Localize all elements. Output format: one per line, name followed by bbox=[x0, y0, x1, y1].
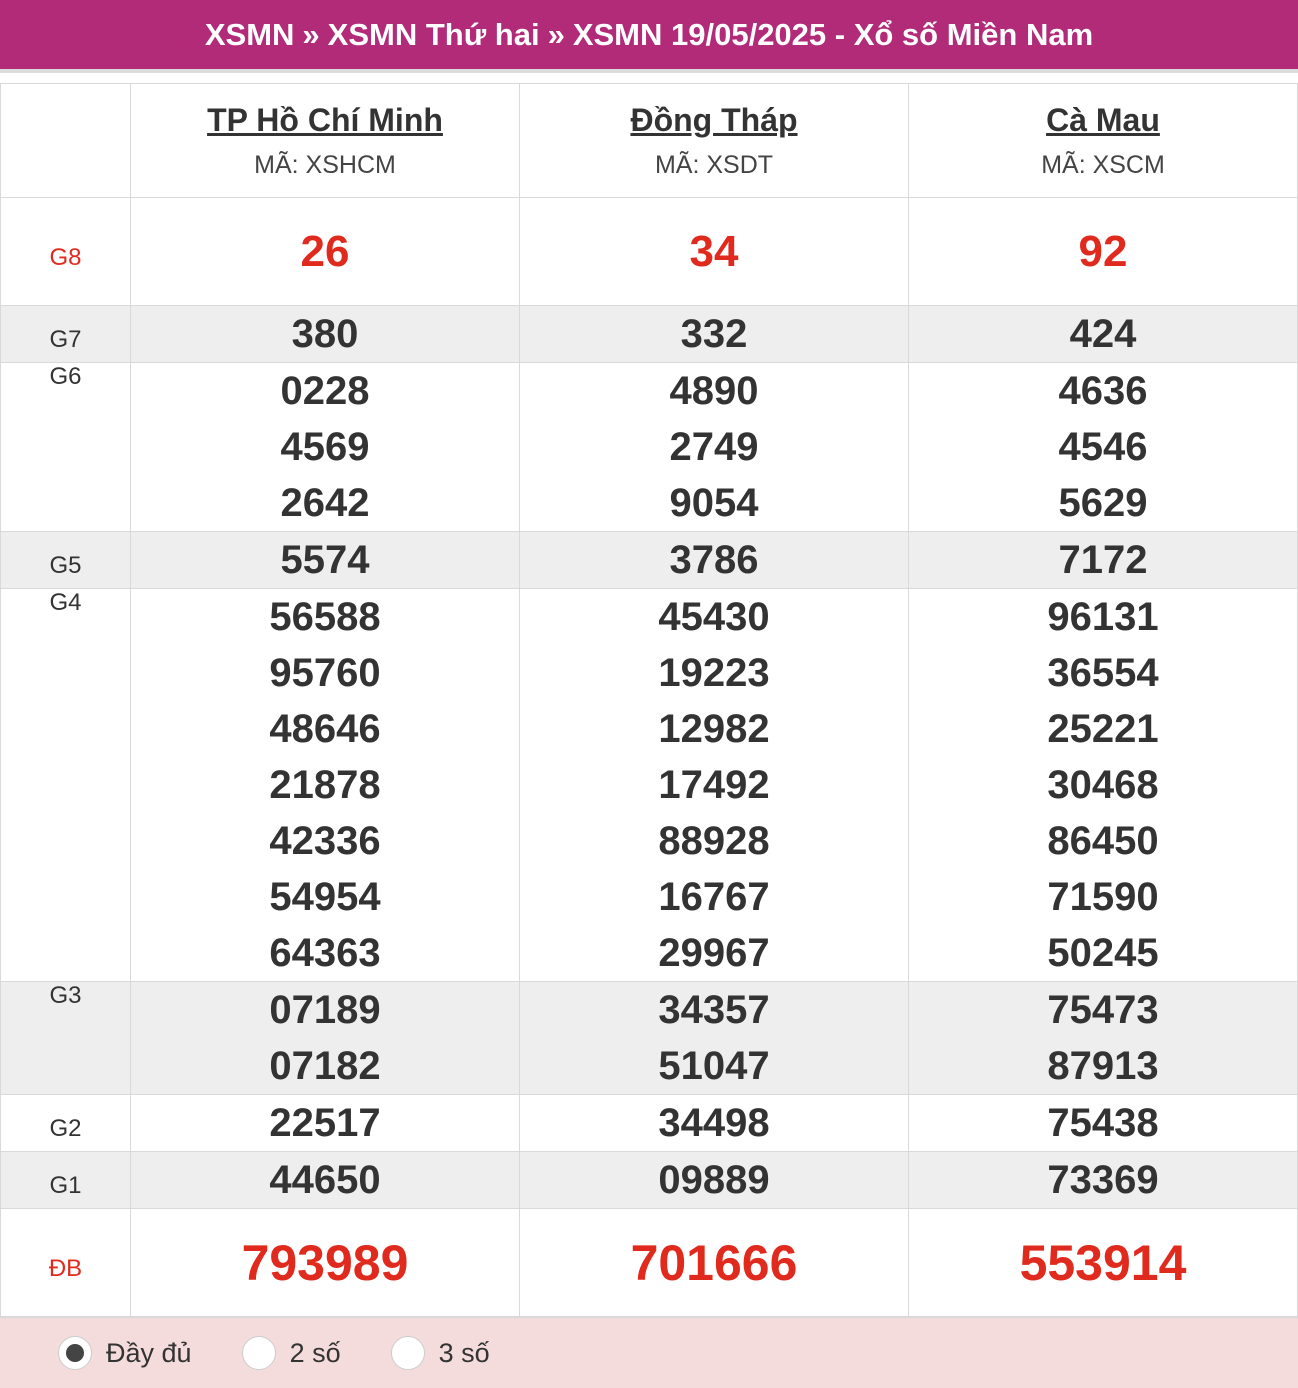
province-header-row bbox=[1, 84, 1298, 198]
option-full[interactable] bbox=[58, 1336, 192, 1370]
prize-cell bbox=[520, 532, 909, 589]
prize-label: G3 bbox=[1, 982, 131, 1095]
prize-number: 701666 bbox=[630, 1234, 798, 1291]
prize-cell bbox=[520, 1152, 909, 1209]
prize-label: G5 bbox=[1, 532, 131, 589]
prize-cell bbox=[520, 306, 909, 363]
prize-cell bbox=[131, 306, 520, 363]
display-options-bar bbox=[0, 1317, 1298, 1388]
prize-cell bbox=[131, 1095, 520, 1152]
prize-number: 553914 bbox=[1019, 1234, 1187, 1291]
prize-row-g8 bbox=[1, 198, 1298, 306]
prize-cell bbox=[520, 198, 909, 306]
prize-number: 380 bbox=[291, 312, 359, 356]
prize-number: 50245 bbox=[1047, 931, 1159, 975]
prize-number: 45430 bbox=[658, 595, 770, 639]
prize-cell bbox=[131, 1209, 520, 1317]
province-header bbox=[131, 84, 520, 198]
province-code: MÃ: XSCM bbox=[1041, 150, 1165, 179]
prize-cell bbox=[131, 198, 520, 306]
prize-number: 36554 bbox=[1047, 651, 1159, 695]
prize-number: 424 bbox=[1069, 312, 1137, 356]
prize-number: 19223 bbox=[658, 651, 770, 695]
prize-cell bbox=[909, 982, 1298, 1095]
prize-label: G7 bbox=[1, 306, 131, 363]
prize-number: 51047 bbox=[658, 1044, 770, 1088]
prize-number: 3786 bbox=[669, 538, 759, 582]
prize-number: 4890 bbox=[669, 369, 759, 413]
prize-number: 86450 bbox=[1047, 819, 1159, 863]
prize-label: G6 bbox=[1, 363, 131, 532]
province-link-hcm[interactable]: TP Hồ Chí Minh bbox=[207, 101, 443, 138]
prize-label: G8 bbox=[1, 198, 131, 306]
prize-row-g5 bbox=[1, 532, 1298, 589]
prize-number: 07189 bbox=[269, 988, 381, 1032]
prize-number: 09889 bbox=[658, 1158, 770, 1202]
radio-2-digits[interactable] bbox=[242, 1336, 276, 1370]
prize-number: 7172 bbox=[1058, 538, 1148, 582]
prize-number: 17492 bbox=[658, 763, 770, 807]
province-header bbox=[520, 84, 909, 198]
prize-number: 12982 bbox=[658, 707, 770, 751]
prize-cell bbox=[909, 1209, 1298, 1317]
prize-number: 96131 bbox=[1047, 595, 1159, 639]
prize-number: 332 bbox=[680, 312, 748, 356]
prize-number: 29967 bbox=[658, 931, 770, 975]
prize-label: G1 bbox=[1, 1152, 131, 1209]
option-2-digits[interactable] bbox=[242, 1336, 341, 1370]
prize-row-g7 bbox=[1, 306, 1298, 363]
prize-cell bbox=[131, 589, 520, 982]
prize-number: 92 bbox=[1078, 226, 1128, 276]
prize-number: 9054 bbox=[669, 481, 759, 525]
prize-row-g1 bbox=[1, 1152, 1298, 1209]
corner-cell bbox=[1, 84, 131, 198]
prize-row-g3 bbox=[1, 982, 1298, 1095]
prize-number: 75473 bbox=[1047, 988, 1159, 1032]
prize-cell bbox=[909, 363, 1298, 532]
page-header bbox=[0, 0, 1298, 73]
prize-number: 793989 bbox=[241, 1234, 409, 1291]
prize-number: 5574 bbox=[280, 538, 370, 582]
breadcrumb-xsmn[interactable]: XSMN bbox=[204, 16, 295, 52]
prize-cell bbox=[520, 363, 909, 532]
prize-number: 2642 bbox=[280, 481, 370, 525]
province-code: MÃ: XSHCM bbox=[254, 150, 396, 179]
prize-number: 25221 bbox=[1047, 707, 1159, 751]
option-label: 2 số bbox=[289, 1337, 341, 1368]
prize-cell bbox=[131, 532, 520, 589]
option-label: Đầy đủ bbox=[106, 1337, 192, 1368]
breadcrumb-xsmn-thu-hai[interactable]: XSMN Thứ hai bbox=[327, 16, 540, 52]
prize-cell bbox=[520, 589, 909, 982]
radio-3-digits[interactable] bbox=[391, 1336, 425, 1370]
prize-number: 88928 bbox=[658, 819, 770, 863]
prize-cell bbox=[520, 1095, 909, 1152]
province-link-dong-thap[interactable]: Đồng Tháp bbox=[630, 101, 798, 138]
prize-number: 44650 bbox=[269, 1158, 381, 1202]
page-title: XSMN 19/05/2025 - Xổ số Miền Nam bbox=[572, 16, 1094, 52]
prize-number: 75438 bbox=[1047, 1101, 1159, 1145]
prize-number: 30468 bbox=[1047, 763, 1159, 807]
radio-selected-dot bbox=[66, 1344, 84, 1362]
prize-cell bbox=[909, 532, 1298, 589]
prize-number: 56588 bbox=[269, 595, 381, 639]
prize-number: 4546 bbox=[1058, 425, 1148, 469]
prize-number: 48646 bbox=[269, 707, 381, 751]
province-header bbox=[909, 84, 1298, 198]
prize-label: ĐB bbox=[1, 1209, 131, 1317]
prize-cell bbox=[909, 1095, 1298, 1152]
province-link-ca-mau[interactable]: Cà Mau bbox=[1046, 101, 1160, 138]
prize-number: 42336 bbox=[269, 819, 381, 863]
radio-full[interactable] bbox=[58, 1336, 92, 1370]
prize-cell bbox=[909, 589, 1298, 982]
breadcrumb-separator: » bbox=[302, 16, 320, 52]
prize-number: 16767 bbox=[658, 875, 770, 919]
prize-number: 07182 bbox=[269, 1044, 381, 1088]
prize-number: 26 bbox=[300, 226, 350, 276]
prize-number: 5629 bbox=[1058, 481, 1148, 525]
prize-number: 87913 bbox=[1047, 1044, 1159, 1088]
prize-number: 4569 bbox=[280, 425, 370, 469]
results-table bbox=[0, 83, 1298, 1317]
prize-number: 21878 bbox=[269, 763, 381, 807]
province-code: MÃ: XSDT bbox=[654, 150, 774, 179]
prize-row-g6 bbox=[1, 363, 1298, 532]
breadcrumb-separator: » bbox=[547, 16, 565, 52]
prize-cell bbox=[909, 306, 1298, 363]
prize-row-g2 bbox=[1, 1095, 1298, 1152]
prize-number: 4636 bbox=[1058, 369, 1148, 413]
prize-row-g4 bbox=[1, 589, 1298, 982]
prize-number: 71590 bbox=[1047, 875, 1159, 919]
prize-number: 34498 bbox=[658, 1101, 770, 1145]
prize-number: 0228 bbox=[280, 369, 370, 413]
option-3-digits[interactable] bbox=[391, 1336, 490, 1370]
prize-cell bbox=[131, 1152, 520, 1209]
prize-number: 2749 bbox=[669, 425, 759, 469]
prize-number: 54954 bbox=[269, 875, 381, 919]
prize-cell bbox=[520, 982, 909, 1095]
prize-cell bbox=[131, 982, 520, 1095]
prize-cell bbox=[909, 198, 1298, 306]
prize-number: 22517 bbox=[269, 1101, 381, 1145]
prize-cell bbox=[520, 1209, 909, 1317]
prize-number: 95760 bbox=[269, 651, 381, 695]
prize-row-db bbox=[1, 1209, 1298, 1317]
option-label: 3 số bbox=[438, 1337, 490, 1368]
prize-label: G2 bbox=[1, 1095, 131, 1152]
prize-number: 34357 bbox=[658, 988, 770, 1032]
prize-number: 73369 bbox=[1047, 1158, 1159, 1202]
prize-number: 34 bbox=[689, 226, 739, 276]
prize-label: G4 bbox=[1, 589, 131, 982]
prize-cell bbox=[909, 1152, 1298, 1209]
prize-cell bbox=[131, 363, 520, 532]
prize-number: 64363 bbox=[269, 931, 381, 975]
